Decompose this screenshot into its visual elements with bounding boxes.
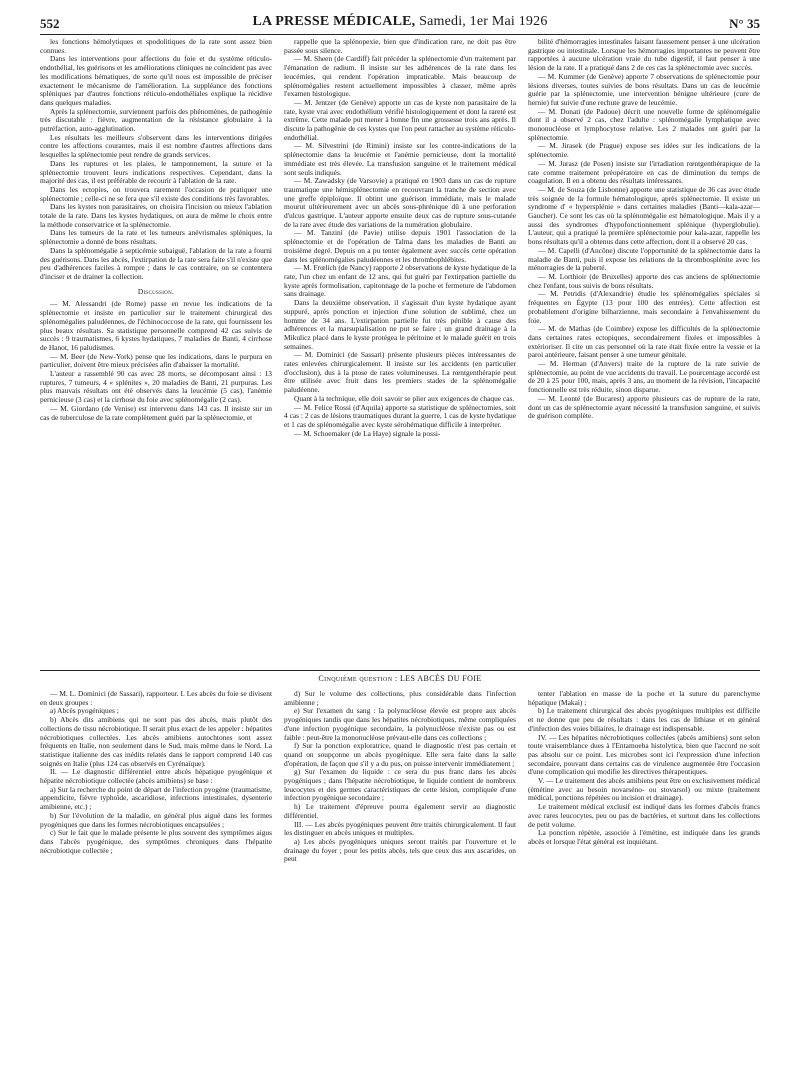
paragraph: — M. Dominici (de Sassari) présente plusieurs pièces intéressantes de rates enlevées chirurgicalement. Il insiste sur les accidents (en particulier d'occlusion), dus à la ptose de rates volumineuses. La rœntgenthérapie peut être utilisée avec fruit dans les premiers stades de la splénomégalie paludéenne. [284, 350, 516, 395]
discussion-heading: Discussion. [137, 286, 175, 296]
paragraph: — M. Lorthioir (de Bruxelles) apporte des cas anciens de splénectomie chez l'enfant, tous suivis de bons résultats. [528, 271, 760, 290]
paragraph: c) Sur le fait que le malade présente le plus souvent des symptômes aigus dans l'abcès pyogénique, des symptômes chroniques dans l'hépatite nécrobiotique collectée ; [40, 828, 272, 855]
paragraph: — M. Leonté (de Bucarest) apporte plusieurs cas de rupture de la rate, dont un cas de splénectomie ayant nécessité la transfusion sanguine, et suivis de guérison complète. [528, 393, 760, 421]
issue-date: Samedi, 1er Mai 1926 [419, 14, 548, 29]
paragraph: rappelle que la splénopexie, bien que d'indication rare, ne doit pas être passée sous silence. [284, 38, 516, 55]
paragraph: L'auteur a rassemblé 90 cas avec 28 morts, se décomposant ainsi : 13 ruptures, 7 tumeurs, 4 « splénites », 20 maladies de Banti, 21 purpuras. Les plus mauvais résultats ont été observés dans la leucémie (5 cas), l'anémie pernicieuse (3 cas) et la cirrhose du foie avec splénomégalie (2 cas). [40, 369, 272, 405]
paragraph: — M. Alessandri (de Rome) passe en revue les indications de la splénectomie et insiste en particulier sur le traitement chirurgical des splénomégalies paludéennes, de l'échinococcose de la rate, qui fournissent les plus beaux résultats. Sa statistique personnelle comprend 42 cas suivis de succès : 9 traumatismes, 6 kystes hydatiques, 7 maladies de Banti, 4 cirrhose de Hanot, 16 paludismes. [40, 299, 272, 352]
paragraph: — M. Giordano (de Venise) est intervenu dans 143 cas. Il insiste sur un cas de tuberculose de la rate complètement guéri par la splénectomie, et [40, 403, 272, 422]
paragraph: — M. Silvestrini (de Rimini) insiste sur les contre-indications de la splénectomie dans la leucémie et l'anémie pernicieuse, dont la mortalité immédiate est très élevée. La transfusion sanguine et le traitement médical sont seuls indiqués. [284, 141, 516, 177]
paragraph: Dans les interventions pour affections du foie et du système réticulo-endothélial, les guérisons et les améliorations cliniques ne coïncident pas avec les modifications hématiques, de sorte qu'il nous est impossible de préciser exactement le mécanisme de l'amélioration. La suppléance des fonctions spléniques par d'autres fonctions réticulo-endothéliales explique la récidive dans quelques maladies. [40, 54, 272, 107]
paragraph: — M. Kummer (de Genève) apporte 7 observations de splénectomie pour lésions diverses, toutes suivies de bons résultats. Dans un cas de leucémie guérie par la splénectomie, une intervention bénigne ultérieure (cure de hernie) fut suivie d'une rechute grave de leucémie. [528, 71, 760, 107]
section-lead: Cinquième question : [318, 674, 398, 683]
section-title: LES ABCÈS DU FOIE [399, 674, 482, 683]
bottom-section-columns [40, 690, 760, 1070]
paragraph: — M. Zawadsky (de Varsovie) a pratiqué en 1903 dans un cas de rupture traumatique une hémisplénectomie en recouvrant la tranche de section avec une greffe épiploïque. Il obtint une guérison immédiate, mais le malade mourut ultérieurement avec un abcès sous-phrénique dû à une perforation d'ulcus gastrique. L'auteur apporte ensuite deux cas de rupture sous-cutanée de la rate avec étude des variations de la numération globulaire. [284, 176, 516, 229]
paragraph: Dans les tumeurs de la rate et les tumeurs anévrismales spléniques, la splénectomie a donné de bons résultats. [40, 228, 272, 247]
paragraph: Dans les ectopies, on trouvera rarement l'occasion de pratiquer une splénectomie ; celle-ci ne se fera que s'il existe des conditions très favorables. [40, 184, 272, 203]
top-section-columns [40, 38, 760, 666]
paragraph: b) Abcès dits amibiens qui ne sont pas des abcès, mais plutôt des collections de tissu nécrobiotique. Il serait plus exact de les appeler : hépatites nécrobiotiques collectées. Les abcès amibiens autochtones sont assez fréquents en Italie, non seulement dans le Sud, mais même dans le Nord. La statistique italienne des cas inédits relatés dans le rapport comprend 140 cas soignés en Italie (plus 124 cas observés en Cyrénaïque). [40, 715, 272, 768]
paragraph: III. — Les abcès pyogéniques peuvent être traités chirurgicalement. Il faut les distinguer en abcès uniques et multiples. [284, 819, 516, 838]
paragraph: — M. Sheen (de Cardiff) fait précéder la splénectomie d'un traitement par l'émanation de radium. Il insiste sur les adhérences de la rate dans les leucémies, qui rendent l'opération impraticable. Mais beaucoup de splénomégalies restent actuellement impossibles à classer, même après l'examen histologique. [284, 54, 516, 99]
paragraph: La ponction répétée, associée à l'émétine, est indiquée dans les grands abcès et lorsque l'état général est inquiétant. [528, 828, 760, 846]
journal-name: LA PRESSE MÉDICALE, [252, 14, 416, 29]
paragraph: a) Les abcès pyogéniques uniques seront traités par l'ouverture et le drainage du foyer ; pour les petits abcès, tels que ceux dus aux ascarides, on peut [284, 836, 516, 864]
paragraph: IV. — Les hépatites nécrobiotiques collectées (abcès amibiens) sont selon toute vraisemblance dues à l'Entamoeba histolytica, bien que l'accord ne soit pas absolu sur ce point. Les microbes sont ici l'expression d'une infection secondaire, pouvant dans certains cas de virulence augmentée être l'occasion d'une complication qui modifie les directives thérapeutiques. [528, 732, 760, 777]
paragraph: II. — Le diagnostic différentiel entre abcès hépatique pyogénique et hépatite nécrobiotique collectée (abcès amibiens) se base : [40, 767, 272, 786]
paragraph: b) Sur l'évolution de la maladie, en général plus aiguë dans les formes pyogéniques que dans les formes nécrobiotiques encapsulées ; [40, 810, 272, 829]
paragraph: — M. Felice Rossi (d'Aquila) apporte sa statistique de splénectomies, soit 4 cas : 2 cas de lésions traumatiques durant la guerre, 1 cas de kyste hydatique et 1 cas de splénomégalie avec kyste sérohématique difficile à interpréter. [284, 402, 516, 429]
page-header [40, 12, 760, 35]
paragraph: — M. Jentzer (de Genève) apporte un cas de kyste non parasitaire de la rate, kyste vrai avec endothélium vérifié histologiquement et dont la rareté est extrême. Cette malade put mener à bonne fin une grossesse trois ans après. Il discute la pathogénie de ces kystes que l'on peut rattacher au système réticulo-endothélial. [284, 97, 516, 142]
paragraph: Dans la deuxième observation, il s'agissait d'un kyste hydatique ayant suppuré, après ponction et injection d'une solution de sublimé, chez un homme de 34 ans. L'extirpation partielle fut très pénible à cause des adhérences et la marsupialisation ne put se faire ; un grand drainage à la Mikulicz placé dans le kyste protégea le péritoine et le malade guérit en trois semaines. [284, 298, 516, 351]
paragraph: — M. Donati (de Padoue) décrit une nouvelle forme de splénomégalie dont il a observé 2 cas, chez l'adulte : splénomégalie lymphatique avec mononucléose et lymphocytose relative. Les 2 malades ont guéri par la splénectomie. [528, 106, 760, 142]
paragraph: Dans les kystes non parasitaires, on choisira l'incision ou mieux l'ablation totale de la rate. Dans les kystes hydatiques, on aura de même le choix entre la méthode conservatrice et la splénectomie. [40, 202, 272, 229]
paragraph: — M. L. Dominici (de Sassari), rapporteur. I. Les abcès du foie se divisent en deux groupes : [40, 690, 272, 707]
paragraph: — M. de Souza (de Lisbonne) apporte une statistique de 36 cas avec étude très soignée de la formule hématologique, après splénectomie. Il existe un syndrome d' « hypersplénie » dans certaines maladies (Banti—kala-azar—Gaucher). Ce sont les cas où la splénomégalie est hématologique. Mais il y a aussi des syndromes d'hypofonctionnement splénique (hyperglobulie). L'auteur, qui a pratiqué la première splénectomie pour kala-azar, rappelle les bons résultats qu'il a obtenus dans cette affection, dont il a observé 20 cas. [528, 184, 760, 247]
paragraph: — M. de Mathas (de Coimbre) expose les difficultés de la splénectomie dans certaines rates ectopiques, secondairement fixées et impossibles à extérioriser. Il cite un cas personnel où la rate était fixée entre la vessie et la paroi antérieure, faisant penser à une tumeur génitale. [528, 324, 760, 360]
text-column [40, 690, 272, 1070]
page-number: 552 [40, 16, 60, 31]
paragraph: — M. Petridis (d'Alexandrie) étudie les splénomégalies spéciales si fréquentes en Égypte (13 pour 100 des entrées). Cette affection est probablement d'origine bilharzienne, mais secondaire à l'envahissement du foie. [528, 289, 760, 325]
paragraph: Quant à la technique, elle doit savoir se plier aux exigences de chaque cas. [294, 393, 515, 403]
paragraph: — M. Jirasek (de Prague) expose ses idées sur les indications de la splénectomie. [528, 141, 760, 160]
paragraph: Les résultats les meilleurs s'observent dans les interventions dirigées contre les affections courantes, mais il est nombre d'autres affections dans lesquelles la splénectomie peut rendre de grands services. [40, 132, 272, 160]
paragraph: tenter l'ablation en masse de la poche et la suture du parenchyme hépatique (Makai) ; [528, 690, 760, 707]
paragraph: Dans les ruptures et les plaies, le tamponnement, la suture et la splénectomie trouvent leurs indications respectives. Cependant, dans la majorité des cas, il est préférable de recourir à l'ablation de la rate. [40, 158, 272, 186]
text-column [528, 690, 760, 1070]
issue-number: N° 35 [729, 16, 760, 31]
paragraph: — M. Frœlich (de Nancy) rapporte 2 observations de kyste hydatique de la rate, l'un chez un enfant de 12 ans, qui fut guéri par l'extirpation partielle du kyste après formolisation, capitonnage de la poche et fermeture de l'abdomen sans drainage. [284, 263, 516, 299]
paragraph: a) Sur la recherche du point de départ de l'infection pyogène (traumatisme, appendicite, fièvre typhoïde, ascaridiose, infections intestinales, dysenterie amibienne, etc.) ; [40, 784, 272, 812]
text-column [284, 690, 516, 1070]
paragraph: h) Le traitement d'épreuve pourra également servir au diagnostic différentiel. [284, 802, 516, 820]
paragraph: Après la splénectomie, surviennent parfois des phénomènes, de pathogénie très discutable : fièvre, augmentation de la résistance globulaire à la putréfaction, auto-agglutination. [40, 106, 272, 134]
paragraph: les fonctions hémolytiques et spodolitiques de la rate sont assez bien connues. [40, 38, 272, 55]
text-column [40, 38, 272, 666]
paragraph: — M. Herman (d'Anvers) traite de la rupture de la rate suivie de splénectomie, au point de vue accidents du travail. Le pourcentage accordé est de 20 à 25 pour 100, mais, après 3 ans, au moment de la révision, l'incapacité fonctionnelle est très réduite, sinon disparue. [528, 359, 760, 395]
paragraph: V. — Le traitement des abcès amibiens peut être ou exclusivement médical (émétine avec au besoin novarséno- ou stovarsol) ou mixte (traitement médical, ponctions répétées ou incision et drainage). [528, 776, 760, 803]
paragraph: a) Abcès pyogéniques ; [50, 706, 119, 716]
newspaper-page [40, 12, 760, 1070]
paragraph: — M. Beer (de New-York) pense que les indications, dans le purpura en particulier, doivent être mieux précisées afin d'abaisser la mortalité. [40, 351, 272, 370]
paragraph: — M. Jurasz (de Posen) insiste sur l'irradiation rœntgenthérapique de la rate comme traitement préopératoire en cas de diminution du temps de coagulation. Il en a obtenu des résultats intéressants. [528, 158, 760, 186]
text-column [528, 38, 760, 666]
paragraph: f) Sur la ponction exploratrice, quand le diagnostic n'est pas certain et quand on soupçonne un abcès pyogénique. Elle sera faite dans la salle d'opération, de façon que s'il y a du pus, on puisse intervenir immédiatement ; [284, 741, 516, 768]
section-heading [40, 674, 760, 683]
paragraph: g) Sur l'examen du liquide : ce sera du pus franc dans les abcès pyogéniques ; dans l'hépatite nécrobiotique, le liquide contient de nombreux leucocytes et des germes caractéristiques de cette lésion, compliquée d'une infection pyogénique secondaire ; [284, 767, 516, 803]
paragraph: — M. Capelli (d'Ancône) discute l'opportunité de la splénectomie dans la maladie de Banti, puis il expose les relations de la thrombosplénite avec les ménorragies de la puberté. [528, 245, 760, 273]
section-divider [40, 670, 760, 671]
paragraph: bilité d'hémorragies intestinales faisant faussement penser à une ulcération gastrique ou intestinale. Lorsque les hémorragies importantes ne peuvent être rapportées à aucune ulcération vraie du tube digestif, il faut penser à une lésion de la rate. Il a pratiqué dans 2 de ces cas la splénectomie avec succès. [528, 38, 760, 73]
paragraph: Le traitement médical exclusif est indiqué dans les formes d'abcès francs avec rares leucocytes, peu ou pas de bactéries, et surtout dans les collections de petit volume. [528, 802, 760, 829]
paragraph: Dans la splénomégalie à septicémie subaiguë, l'ablation de la rate a fourni des guérisons. Dans les abcès, l'extirpation de la rate sera faite s'il n'existe que peu d'adhérences faciles à rompre ; dans le cas contraire, on se contentera d'inciser et de drainer la collection. [40, 245, 272, 281]
text-column [284, 38, 516, 666]
paragraph: — M. Schoemaker (de La Haye) signale la possi- [294, 428, 441, 438]
paragraph: — M. Tanzini (de Pavie) utilise depuis 1901 l'association de la splénectomie et de l'opération de Talma dans les maladies de Banti au troisième degré. Depuis on a pu tenter également avec succès cette opération dans les splénomégalies paludéennes et les thrombophlébites. [284, 228, 516, 264]
paragraph: d) Sur le volume des collections, plus considérable dans l'infection amibienne ; [284, 690, 516, 707]
paragraph: b) Le traitement chirurgical des abcès pyogéniques multiples est difficile et ne donne que peu de résultats : dans les cas de lithiase et en général d'infection des voies biliaires, le drainage est indispensable. [528, 706, 760, 733]
journal-title-line [40, 14, 760, 30]
paragraph: e) Sur l'examen du sang : la polynucléose élevée est propre aux abcès pyogéniques tandis que dans les hépatites nécrobiotiques, même compliquées d'une infection pyogénique secondaire, la polynucléose n'existe pas ou est faible : peut-être la mononucléose prévaut-elle dans ces collections ; [284, 706, 516, 742]
